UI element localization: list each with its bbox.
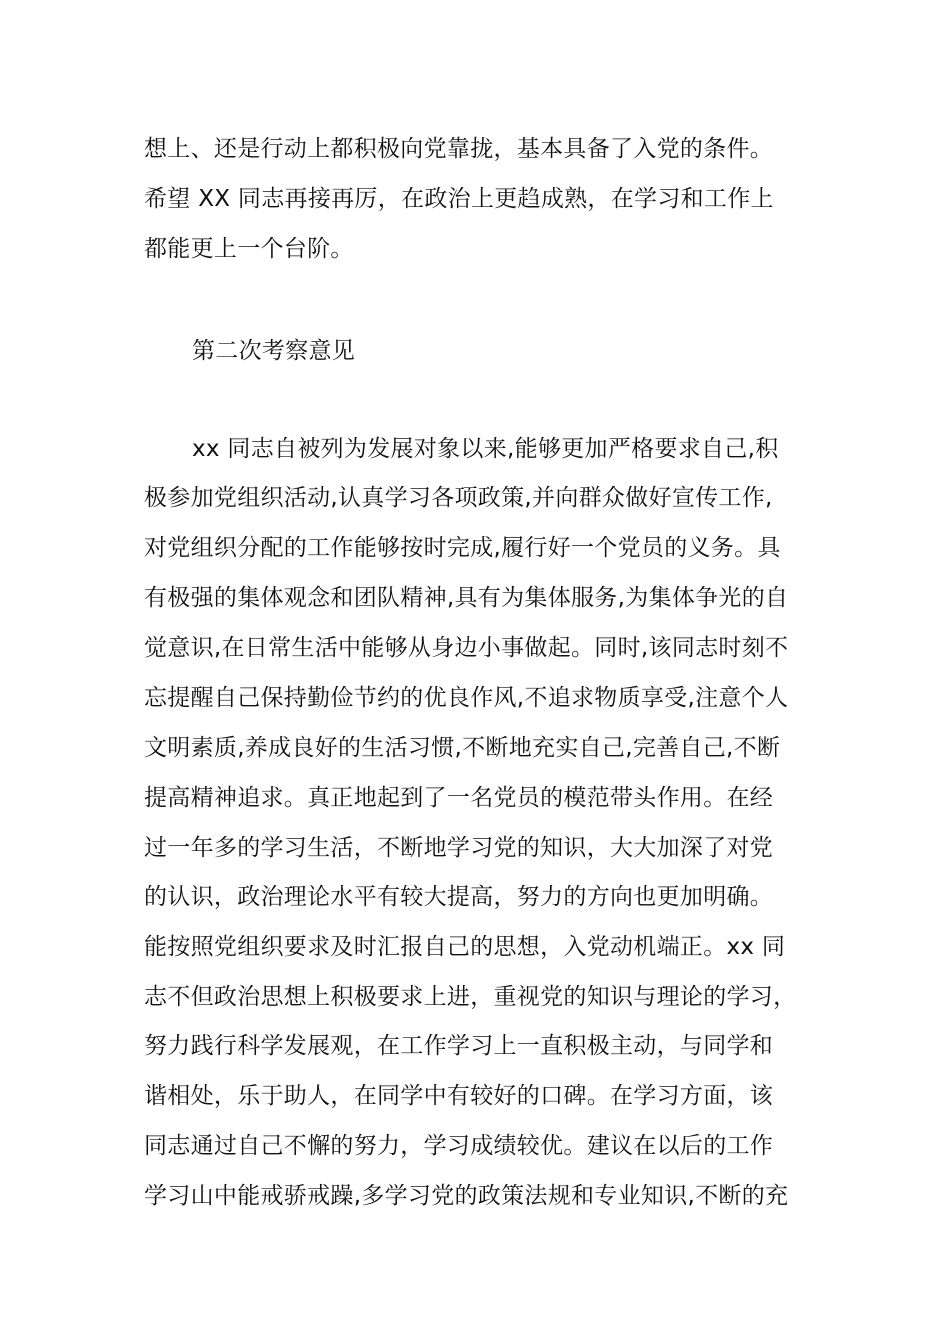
paragraph-line: 文明素质,养成良好的生活习惯,不断地充实自己,完善自己,不断 xyxy=(144,735,781,761)
paragraph-line: 都能更上一个台阶。 xyxy=(144,236,354,262)
paragraph-line: 谐相处，乐于助人，在同学中有较好的口碑。在学习方面，该 xyxy=(144,1083,774,1109)
paragraph-line: 提高精神追求。真正地起到了一名党员的模范带头作用。在经 xyxy=(144,785,774,811)
paragraph-line: 学习山中能戒骄戒躁,多学习党的政策法规和专业知识,不断的充 xyxy=(144,1183,789,1209)
paragraph-line: 同志通过自己不懈的努力，学习成绩较优。建议在以后的工作 xyxy=(144,1133,774,1159)
section-heading: 第二次考察意见 xyxy=(192,338,356,364)
paragraph-line: 能按照党组织要求及时汇报自己的思想，入党动机端正。xx 同 xyxy=(144,934,786,960)
paragraph-line: 过一年多的学习生活，不断地学习党的知识，大大加深了对党 xyxy=(144,835,774,861)
paragraph-line: 努力践行科学发展观，在工作学习上一直积极主动，与同学和 xyxy=(144,1033,774,1059)
paragraph-line: 极参加党组织活动,认真学习各项政策,并向群众做好宣传工作, xyxy=(144,485,773,511)
paragraph-line: 有极强的集体观念和团队精神,具有为集体服务,为集体争光的自 xyxy=(144,585,789,611)
paragraph-line: 对党组织分配的工作能够按时完成,履行好一个党员的义务。具 xyxy=(144,535,781,561)
paragraph-line: 想上、还是行动上都积极向党靠拢，基本具备了入党的条件。 xyxy=(144,136,774,162)
paragraph-line: xx 同志自被列为发展对象以来,能够更加严格要求自己,积 xyxy=(192,436,779,462)
paragraph-line: 忘提醒自己保持勤俭节约的优良作风,不追求物质享受,注意个人 xyxy=(144,685,789,711)
paragraph-line: 希望 XX 同志再接再厉，在政治上更趋成熟，在学习和工作上 xyxy=(144,186,774,212)
paragraph-line: 觉意识,在日常生活中能够从身边小事做起。同时,该同志时刻不 xyxy=(144,635,789,661)
paragraph-line: 志不但政治思想上积极要求上进，重视党的知识与理论的学习， xyxy=(144,984,797,1010)
paragraph-line: 的认识，政治理论水平有较大提高，努力的方向也更加明确。 xyxy=(144,884,774,910)
